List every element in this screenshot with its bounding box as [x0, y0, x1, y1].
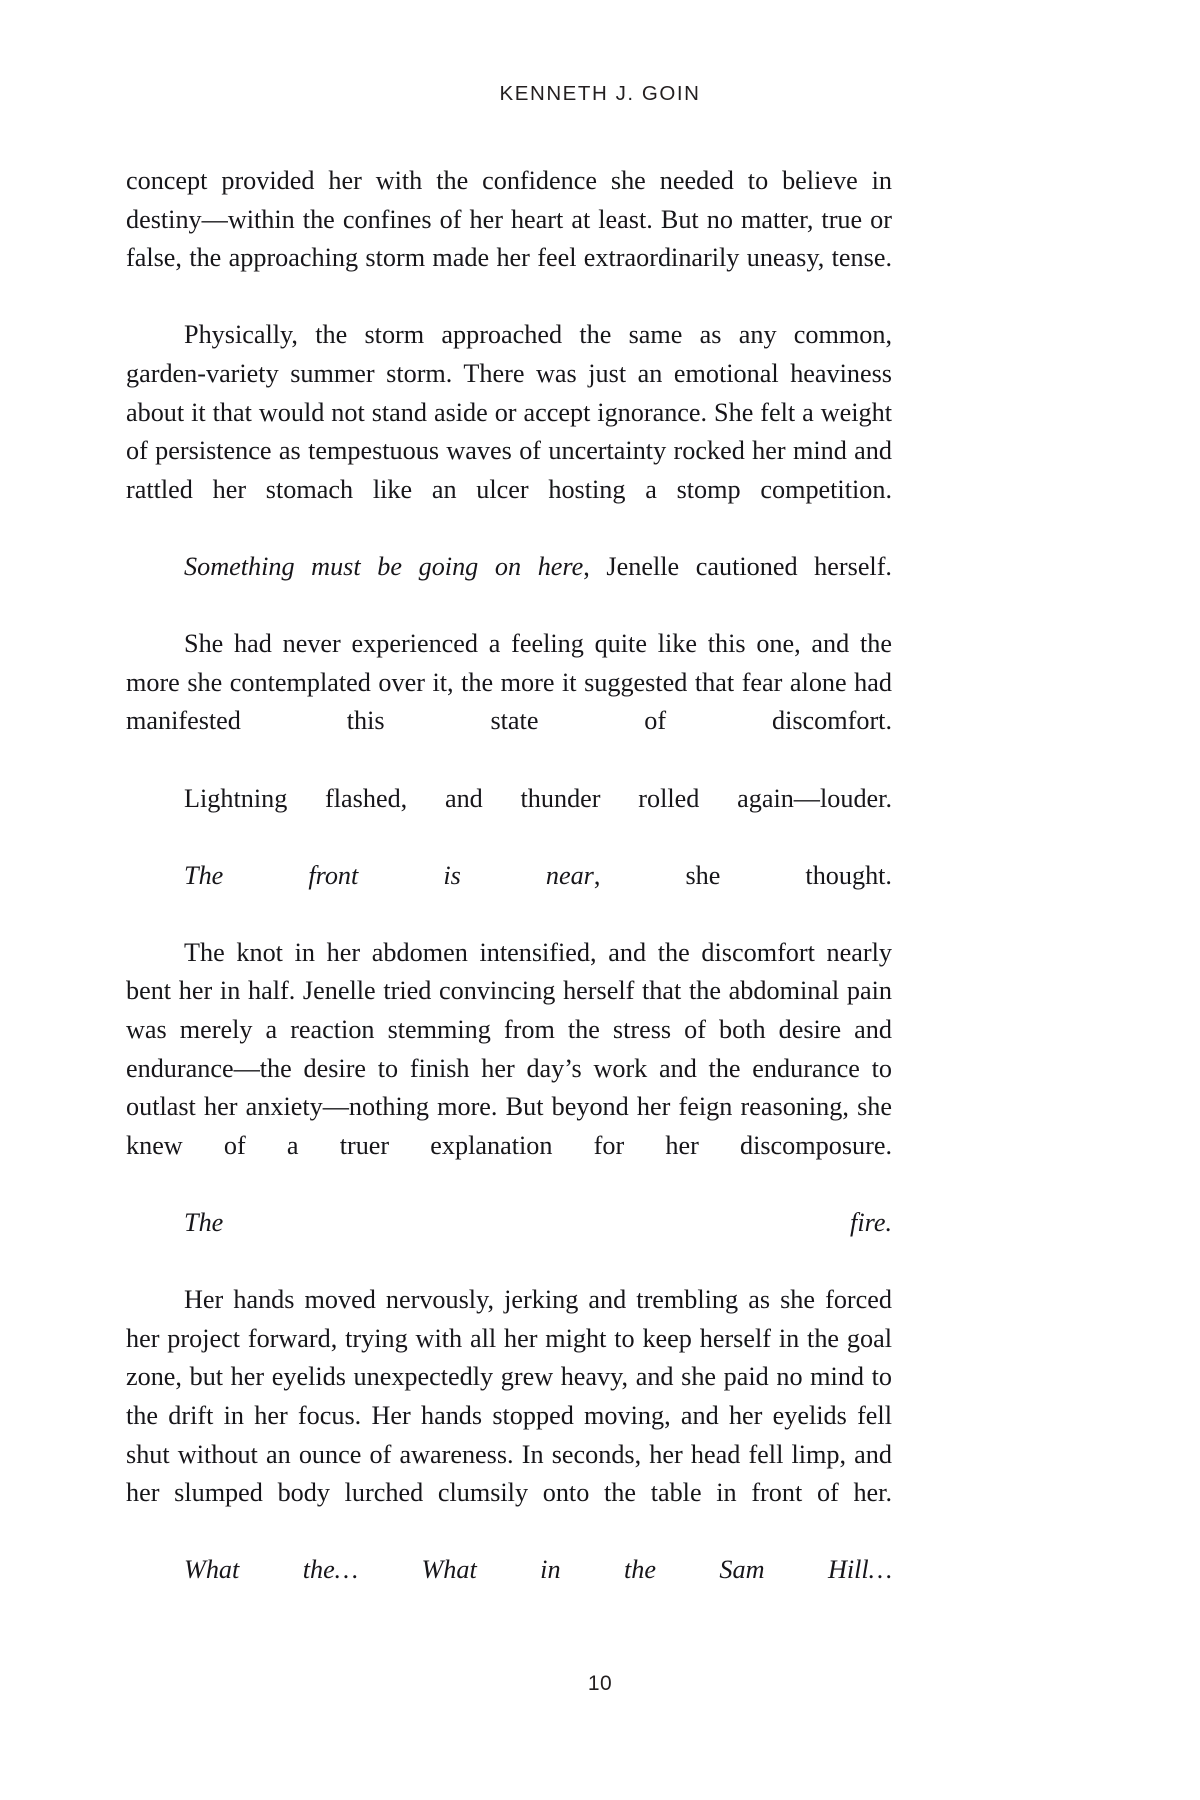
paragraph [126, 857, 892, 934]
text-run: , Jenelle cautioned herself. [583, 551, 892, 581]
page-number: 10 [587, 1672, 613, 1695]
text-run: Physically, the storm approached the same as any common, garden-variety summer storm. There was just an emotional heaviness about it that would not stand aside or accept ignorance. She felt a weight of persistence as tempestuous waves of uncertainty rocked her mind and rattled her stomach like an ulcer hosting a stomp competition. [126, 320, 892, 504]
text-run: , she thought. [593, 860, 892, 890]
text-run: She had never experienced a feeling quite like this one, and the more she contemplated over it, the more it suggested that fear alone had manifested this state of discomfort. [126, 629, 892, 736]
text-run-italic: Something must be going on here [184, 551, 584, 581]
paragraph [126, 316, 892, 548]
text-run-italic: The fire. [184, 1208, 892, 1238]
paragraph [126, 548, 892, 625]
paragraph [126, 625, 892, 779]
paragraph [126, 1204, 892, 1281]
text-run-italic: The front is near [184, 860, 594, 890]
running-head: KENNETH J. GOIN [499, 82, 701, 105]
body-text-block [126, 162, 892, 1629]
paragraph [126, 934, 892, 1204]
paragraph [126, 162, 892, 316]
paragraph [126, 780, 892, 857]
text-run: concept provided her with the confidence she needed to believe in destiny—within the confines of her heart at least. But no matter, true or false, the approaching storm made her feel extraordinarily uneasy, tense. [126, 166, 892, 273]
paragraph [126, 1551, 892, 1628]
paragraph [126, 1281, 892, 1551]
text-run: Lightning flashed, and thunder rolled again—louder. [184, 783, 892, 813]
text-run: Her hands moved nervously, jerking and trembling as she forced her project forward, trying with all her might to keep herself in the goal zone, but her eyelids unexpectedly grew heavy, and she paid no mind to the drift in her focus. Her hands stopped moving, and her eyelids fell shut without an ounce of awareness. In seconds, her head fell limp, and her slumped body lurched clumsily onto the table in front of her. [126, 1285, 892, 1508]
text-run-italic: What the… What in the Sam Hill… [184, 1555, 892, 1585]
text-run: The knot in her abdomen intensified, and the discomfort nearly bent her in half. Jenelle tried convincing herself that the abdominal pain was merely a reaction stemming from the stress of both desire and endurance—the desire to finish her day’s work and the endurance to outlast her anxiety—nothing more. But beyond her feign reasoning, she knew of a truer explanation for her discomposure. [126, 937, 892, 1160]
